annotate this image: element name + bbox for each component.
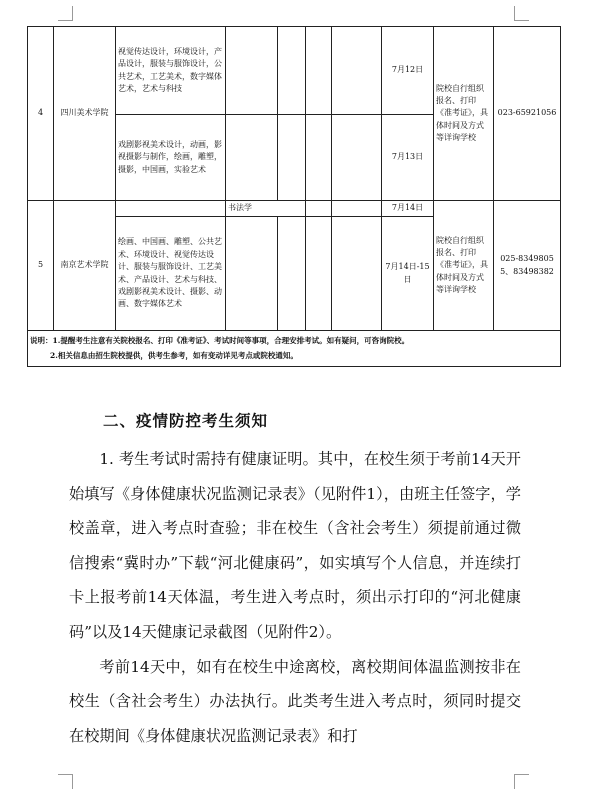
empty-cell <box>278 217 306 331</box>
empty-cell <box>306 27 332 115</box>
exam-date: 7月12日 <box>382 27 434 115</box>
subject-cell: 书法学 <box>226 201 306 217</box>
school-name: 南京艺术学院 <box>54 201 116 331</box>
crop-mark-bottom-right <box>514 774 529 789</box>
table-row <box>28 27 561 115</box>
note-line-1: 说明：1.提醒考生注意有关院校报名、打印《准考证》、考试时间等事项，合理安排考试。如有疑问，可咨询院校。 <box>30 336 410 346</box>
row-index: 5 <box>28 201 54 331</box>
empty-cell <box>116 201 226 217</box>
row-index: 4 <box>28 27 54 201</box>
paragraph: 1. 考生考试时需持有健康证明。其中，在校生须于考前14天开始填写《身体健康状况监测记录表》（见附件1），由班主任签字，学校盖章，进入考点时查验；非在校生（含社会考生）须提前通过微信搜索“冀时办”下载“河北健康码”，如实填写个人信息，并连续打卡上报考前14天体温，考生进入考点时，须出示打印的“河北健康码”以及14天健康记录截图（见附件2）。 <box>69 450 521 641</box>
registration-note: 院校自行组织报名、打印《准考证》，具体时间及方式等详询学校 <box>434 201 494 331</box>
empty-cell <box>226 27 278 115</box>
table-notes <box>28 331 561 367</box>
empty-cell <box>332 27 382 115</box>
exam-schedule-table <box>27 26 561 367</box>
empty-cell <box>306 201 332 217</box>
crop-mark-top-left <box>58 6 73 21</box>
exam-date: 7月13日 <box>382 115 434 201</box>
contact-phone: 025-83498055、83498382 <box>494 201 561 331</box>
empty-cell <box>226 115 278 201</box>
exam-date: 7月14日 <box>382 201 434 217</box>
majors-cell: 视觉传达设计，环境设计，产品设计，服装与服饰设计，公共艺术，工艺美术，数字媒体艺术，艺术与科技 <box>116 27 226 115</box>
exam-date: 7月14日-15日 <box>382 217 434 331</box>
majors-cell: 戏剧影视美术设计，动画，影视摄影与制作，绘画，雕塑，摄影，中国画，实验艺术 <box>116 115 226 201</box>
section-body <box>69 442 521 753</box>
registration-note: 院校自行组织报名、打印《准考证》，具体时间及方式等详询学校 <box>434 27 494 201</box>
school-name: 四川美术学院 <box>54 27 116 201</box>
empty-cell <box>226 217 278 331</box>
paragraph: 考前14天中，如有在校生中途离校，离校期间体温监测按非在校生（含社会考生）办法执行。此类考生进入考点时，须同时提交在校期间《身体健康状况监测记录表》和打 <box>69 657 521 745</box>
section-heading: 二、疫情防控考生须知 <box>103 411 269 430</box>
empty-cell <box>278 115 306 201</box>
table-row <box>28 201 561 217</box>
note-line-2: 2.相关信息由招生院校提供，供考生参考，如有变动详见考点或院校通知。 <box>50 350 298 360</box>
empty-cell <box>306 217 332 331</box>
empty-cell <box>332 201 382 217</box>
crop-mark-bottom-left <box>58 774 73 789</box>
crop-mark-top-right <box>514 6 529 21</box>
majors-cell: 绘画、中国画、雕塑、公共艺术、环境设计、视觉传达设计、服装与服饰设计、工艺美术、产品设计、艺术与科技、戏剧影视美术设计、摄影、动画、数字媒体艺术 <box>116 217 226 331</box>
contact-phone: 023-65921056 <box>494 27 561 201</box>
empty-cell <box>332 217 382 331</box>
table-notes-row <box>28 331 561 367</box>
empty-cell <box>332 115 382 201</box>
empty-cell <box>278 27 306 115</box>
empty-cell <box>306 115 332 201</box>
